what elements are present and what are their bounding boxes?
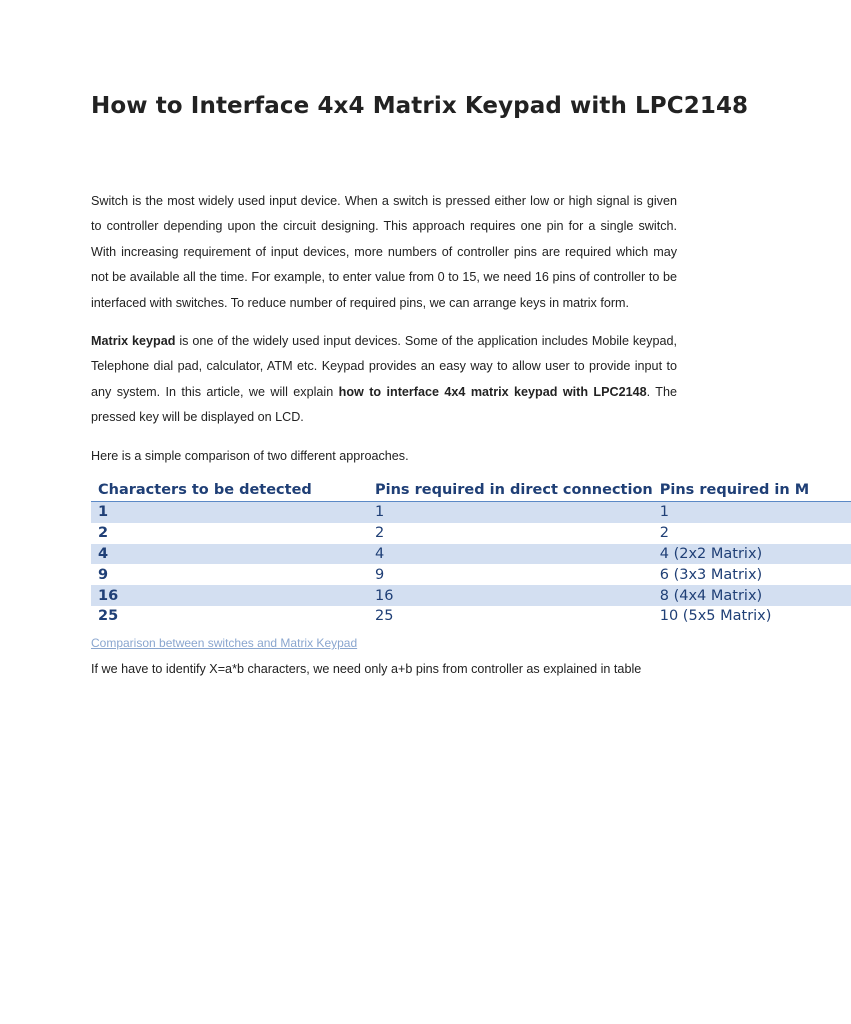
cell-characters: 16 — [91, 585, 368, 606]
header-direct-pins: Pins required in direct connection — [368, 478, 653, 502]
cell-matrix-pins: 6 (3x3 Matrix) — [659, 566, 763, 583]
cell-matrix-pins: 4 (2x2 Matrix) — [653, 544, 851, 565]
cell-direct-pins: 25 — [375, 608, 394, 625]
bold-matrix-keypad: Matrix keypad — [91, 334, 176, 348]
conclusion-paragraph: If we have to identify X=a*b characters, we need only a+b pins from controller as explained in table — [91, 662, 642, 676]
cell-matrix-pins: 8 (4x4 Matrix) — [653, 585, 851, 606]
table-row — [91, 544, 851, 565]
cell-matrix-pins: 2 — [659, 525, 669, 542]
cell-characters: 9 — [98, 566, 109, 583]
paragraph2-text-b: . The pressed key will be displayed on LCD. — [91, 384, 678, 425]
comparison-table — [91, 478, 851, 627]
table-row — [91, 606, 851, 627]
bold-how-to-interface: how to interface 4x4 matrix keypad with LPC2148 — [338, 384, 647, 399]
intro-paragraph: Switch is the most widely used input device. When a switch is pressed either low or high signal is given to controller depending upon the circuit designing. This approach requires one pin for a single switch. With increasing requirement of input devices, more numbers of controller pins are required which may not be available all the time. For example, to enter value from 0 to 15, we need 16 pins of controller to be interfaced with switches. To reduce number of required pins, we can arrange keys in matrix form. — [91, 194, 677, 310]
matrix-keypad-paragraph — [91, 329, 677, 431]
comparison-intro: Here is a simple comparison of two different approaches. — [91, 449, 409, 463]
table-row — [91, 585, 851, 606]
table-caption-link[interactable]: Comparison between switches and Matrix Keypad — [91, 636, 358, 650]
page-title: How to Interface 4x4 Matrix Keypad with LPC2148 — [91, 93, 749, 119]
table-row — [91, 523, 851, 544]
header-matrix-pins: Pins required in M — [653, 478, 851, 502]
cell-characters: 2 — [98, 525, 109, 542]
cell-direct-pins: 2 — [375, 525, 385, 542]
table-header-row — [91, 478, 851, 502]
cell-direct-pins: 1 — [368, 502, 653, 523]
cell-direct-pins: 16 — [368, 585, 653, 606]
paragraph2-text-a: is one of the widely used input devices. Some of the application includes Mobile keypad, Telephone dial pad, calculator, ATM etc. Keypad provides an easy way to allow user to provide input to any system. In this article, we will explain — [91, 334, 677, 399]
comparison-table-wrapper — [91, 478, 810, 627]
cell-matrix-pins: 1 — [653, 502, 851, 523]
table-row — [91, 502, 851, 523]
cell-characters: 25 — [98, 608, 119, 625]
cell-characters: 1 — [91, 502, 368, 523]
cell-matrix-pins: 10 (5x5 Matrix) — [659, 608, 772, 625]
header-characters: Characters to be detected — [91, 478, 368, 502]
cell-direct-pins: 4 — [368, 544, 653, 565]
cell-direct-pins: 9 — [375, 566, 385, 583]
table-row — [91, 564, 851, 585]
cell-characters: 4 — [91, 544, 368, 565]
